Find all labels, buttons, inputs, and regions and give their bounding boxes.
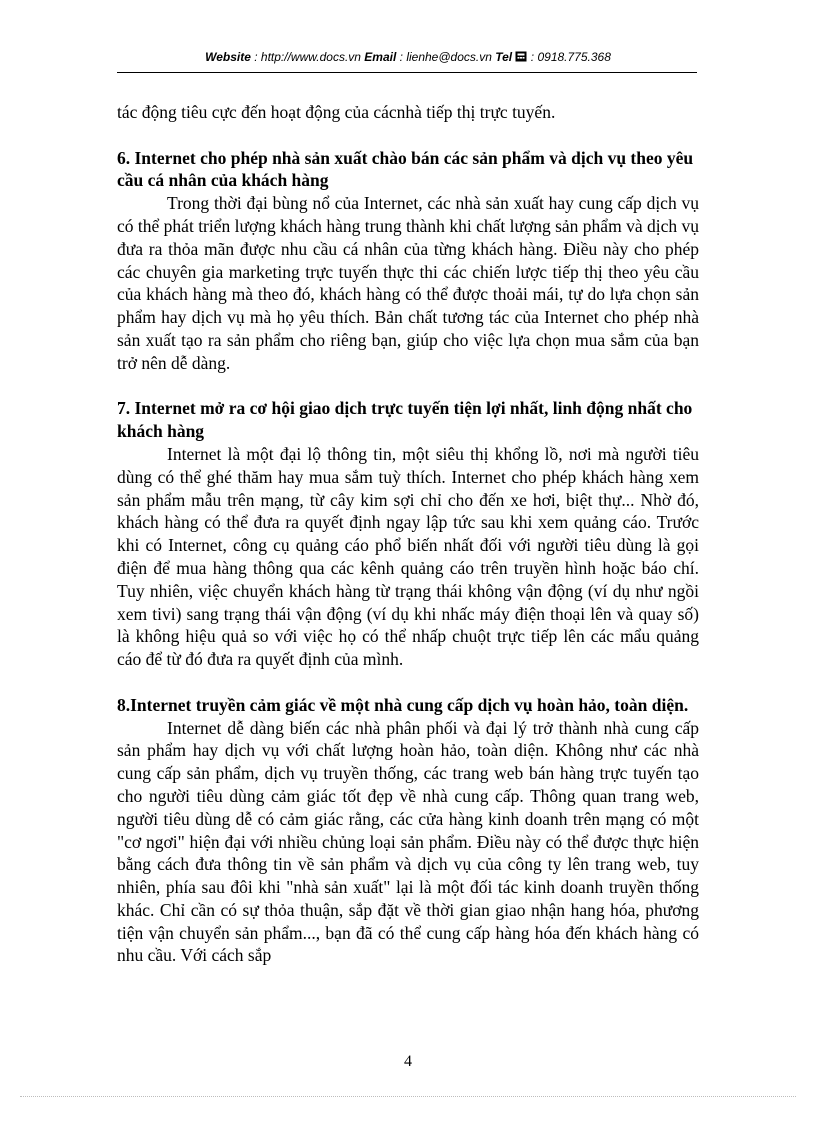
email-address: : lienhe@docs.vn [396, 50, 496, 64]
page-header [0, 50, 816, 64]
section-6-heading: 6. Internet cho phép nhà sản xuất chào bán các sản phẩm và dịch vụ theo yêu cầu cá nhân của khách hàng [117, 147, 694, 191]
page-bottom-border [20, 1096, 796, 1097]
section-7-heading: 7. Internet mở ra cơ hội giao dịch trực tuyến tiện lợi nhất, linh động nhất cho khách hàng [117, 398, 693, 442]
tel-label: Tel [495, 50, 513, 64]
section-7-paragraph: Internet là một đại lộ thông tin, một siêu thị khổng lồ, nơi mà người tiêu dùng có thể ghé thăm hay mua sắm tuỳ thích. Internet cho phép khách hàng xem sản phẩm mẫu trên mạng, từ cây kim sợi chỉ cho đến xe hơi, biệt thự... Nhờ đó, khách hàng có thể đưa ra quyết định ngay lập tức sau khi xem quảng cáo. Trước khi có Internet, công cụ quảng cáo phổ biến nhất đối với người tiêu dùng là gọi điện để mua hàng thông qua các kênh quảng cáo trên truyền hình hoặc báo chí. Tuy nhiên, việc chuyển khách hàng từ trạng thái không vận động (ví dụ như ngồi xem tivi) sang trạng thái vận động (ví dụ khi nhấc máy điện thoại lên và quay số) là không hiệu quả so với việc họ có thể nhấp chuột trực tiếp lên các mẩu quảng cáo để từ đó đưa ra quyết định của mình. [117, 443, 699, 670]
phone-icon [515, 50, 527, 64]
tel-number: : 0918.775.368 [527, 50, 611, 64]
website-url: : http://www.docs.vn [250, 50, 365, 64]
page-number: 4 [404, 1053, 412, 1070]
section-8-heading: 8.Internet truyền cảm giác về một nhà cung cấp dịch vụ hoàn hảo, toàn diện. [117, 694, 689, 715]
section-6-paragraph: Trong thời đại bùng nổ của Internet, các nhà sản xuất hay cung cấp dịch vụ có thể phát triển lượng khách hàng trung thành khi chất lượng sản phẩm và dịch vụ đưa ra thỏa mãn được nhu cầu cá nhân của từng khách hàng. Điều này cho phép các chuyên gia marketing trực tuyến thực thi các chiến lược tiếp thị theo yêu cầu của khách hàng mà theo đó, khách hàng có thể được thoải mái, tự do lựa chọn sản phẩm hay dịch vụ mà họ yêu thích. Bản chất tương tác của Internet cho phép nhà sản xuất tạo ra sản phẩm cho riêng bạn, giúp cho việc lựa chọn mua sắm của bạn trở nên dễ dàng. [117, 193, 699, 373]
document-body [117, 101, 699, 967]
email-label: Email [364, 50, 397, 64]
section-8-paragraph: Internet dễ dàng biến các nhà phân phối và đại lý trở thành nhà cung cấp sản phẩm hay dịch vụ với chất lượng hoàn hảo, toàn diện. Không như các nhà cung cấp sản phẩm, dịch vụ truyền thống, các trang web bán hàng trực tuyến tạo cho người tiêu dùng cảm giác tốt đẹp về nhà cung cấp. Thông quan trang web, người tiêu dùng dễ có cảm giác rằng, các cửa hàng kinh doanh trên mạng có một "cơ ngơi" hiện đại với nhiều chủng loại sản phẩm. Điều này có thể được thực hiện bằng cách đưa thông tin về sản phẩm và dịch vụ của công ty lên trang web, tuy nhiên, phía sau đôi khi "nhà sản xuất" lại là một đối tác kinh doanh truyền thống khác. Chỉ cần có sự thỏa thuận, sắp đặt về thời gian giao nhận hang hóa, phương tiện vận chuyển sản phẩm..., bạn đã có thể cung cấp hàng hóa đến khách hàng có nhu cầu. Với cách sắp [117, 717, 699, 966]
website-label: Website [205, 50, 251, 64]
intro-paragraph: tác động tiêu cực đến hoạt động của cácnhà tiếp thị trực tuyến. [117, 102, 556, 122]
header-divider [117, 72, 697, 73]
